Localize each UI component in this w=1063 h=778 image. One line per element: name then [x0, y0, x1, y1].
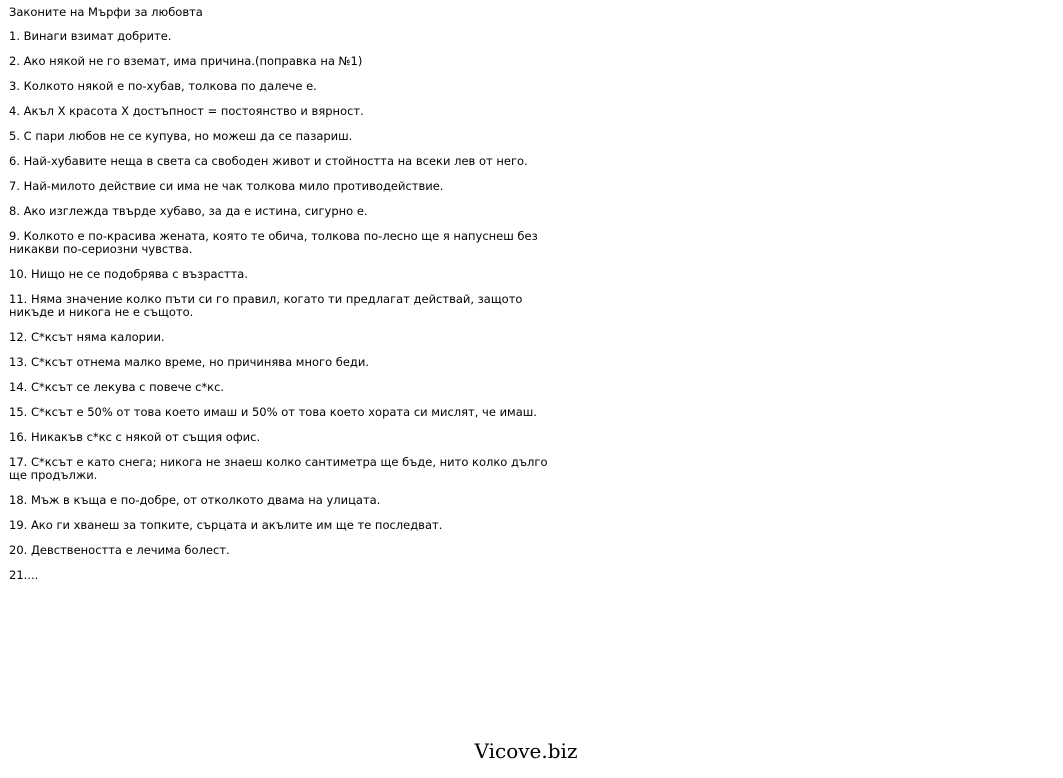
- law-item: 14. С*ксът се лекува с повече с*кс.: [9, 380, 225, 394]
- law-item: 7. Най-милото действие си има не чак толкова мило противодействие.: [9, 179, 444, 193]
- law-item: 1. Винаги взимат добрите.: [9, 29, 172, 43]
- law-item: 18. Мъж в къща е по-добре, от отколкото двама на улицата.: [9, 493, 381, 507]
- law-item: 12. С*ксът няма калории.: [9, 330, 165, 344]
- law-item: 3. Колкото някой е по-хубав, толкова по далече е.: [9, 79, 317, 93]
- law-item: 20. Девствеността е лечима болест.: [9, 543, 230, 557]
- page-title: Законите на Мърфи за любовта: [9, 5, 203, 19]
- law-item: 9. Колкото е по-красива жената, която те обича, толкова по-лесно ще я напуснеш без никакви по-сериозни чувства.: [9, 229, 538, 256]
- site-footer: Vicove.biz: [474, 739, 578, 763]
- article-content: [9, 6, 569, 594]
- law-item: 19. Ако ги хванеш за топките, сърцата и акълите им ще те последват.: [9, 518, 443, 532]
- law-item: 21....: [9, 568, 39, 582]
- law-item: 10. Нищо не се подобрява с възрастта.: [9, 267, 248, 281]
- law-item: 6. Най-хубавите неща в света са свободен живот и стойността на всеки лев от него.: [9, 154, 528, 168]
- law-item: 4. Акъл X красота X достъпност = постоянство и вярност.: [9, 104, 364, 118]
- law-item: 17. С*ксът е като снега; никога не знаеш колко сантиметра ще бъде, нито колко дълго ще продължи.: [9, 455, 548, 482]
- law-item: 8. Ако изглежда твърде хубаво, за да е истина, сигурно е.: [9, 204, 368, 218]
- law-item: 11. Няма значение колко пъти си го правил, когато ти предлагат действай, защото никъде и никога не е същото.: [9, 292, 523, 319]
- law-item: 16. Никакъв с*кс с някой от същия офис.: [9, 430, 261, 444]
- law-item: 2. Ако някой не го вземат, има причина.(поправка на №1): [9, 54, 363, 68]
- law-item: 5. С пари любов не се купува, но можеш да се пазариш.: [9, 129, 353, 143]
- law-item: 15. С*ксът е 50% от това което имаш и 50% от това което хората си мислят, че имаш.: [9, 405, 537, 419]
- law-item: 13. С*ксът отнема малко време, но причинява много беди.: [9, 355, 370, 369]
